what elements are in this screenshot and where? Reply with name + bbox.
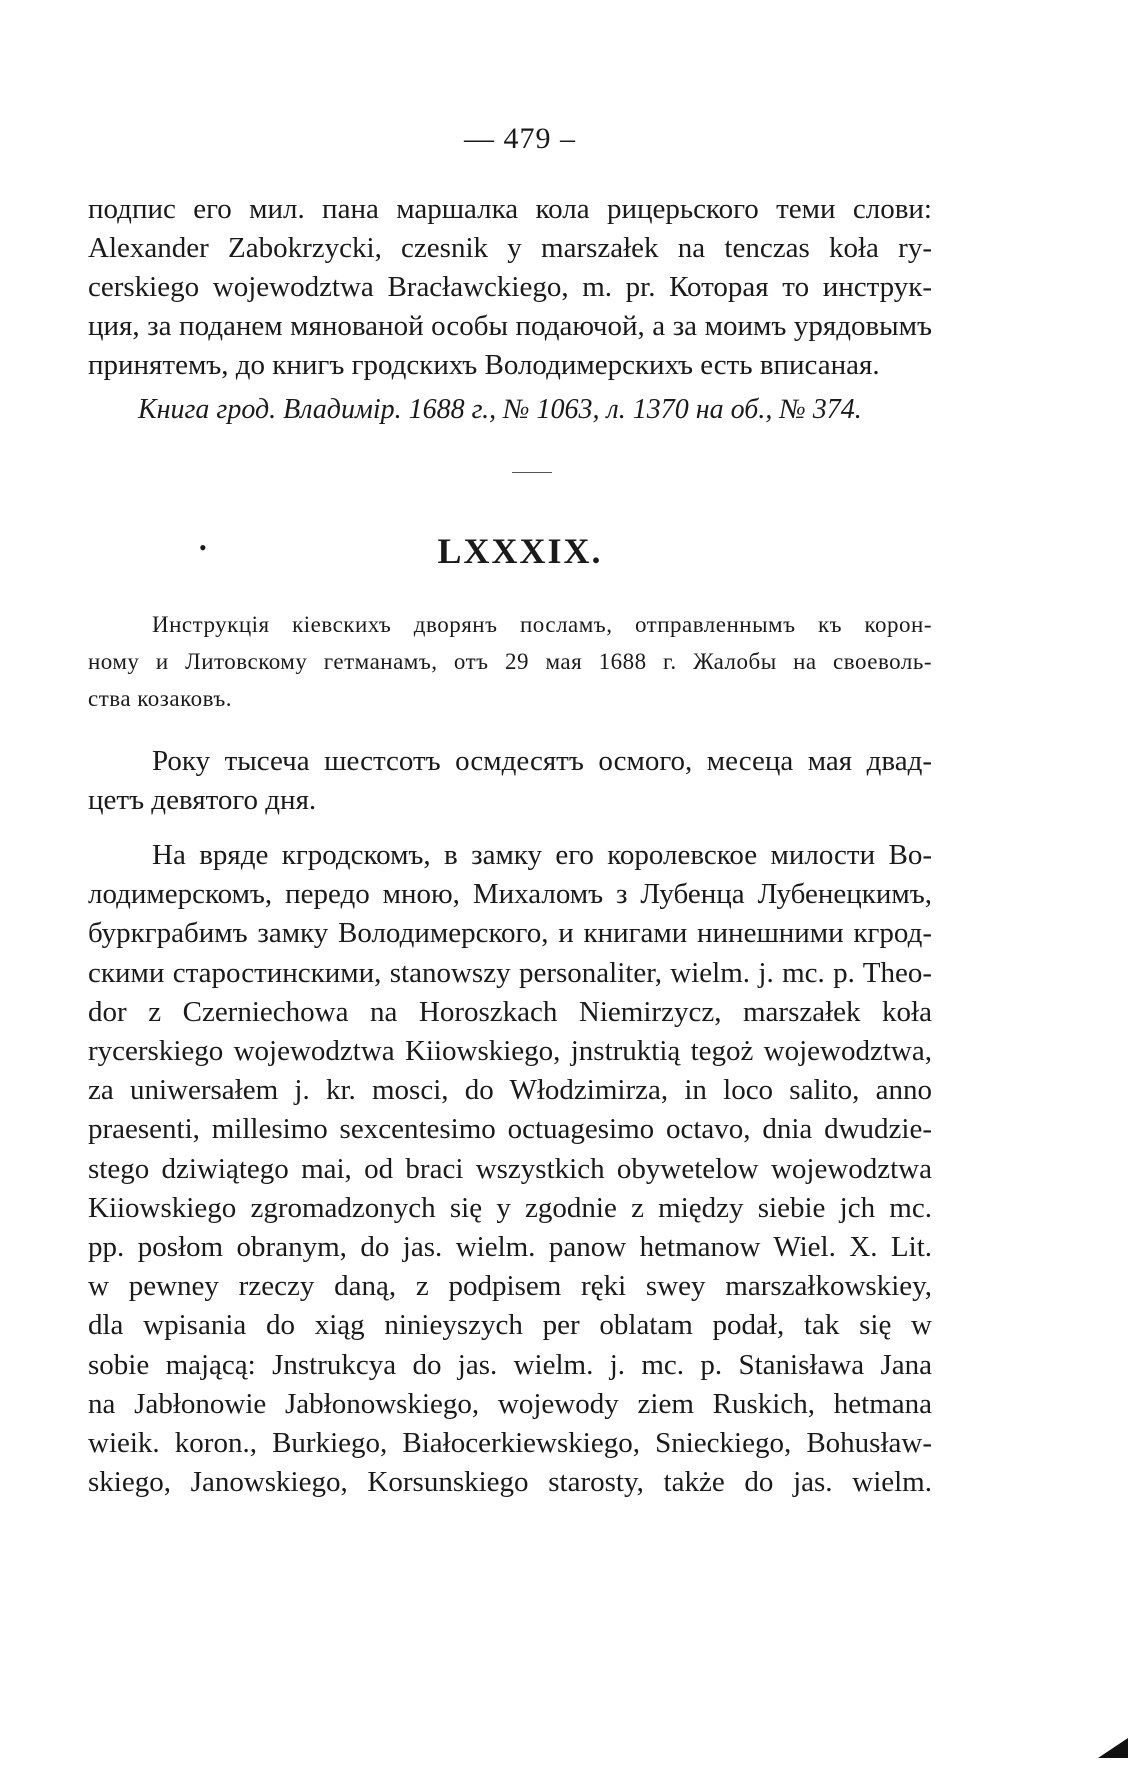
text-line: w pewney rzeczy daną, z podpisem ręki swey marszałkowskiey, <box>88 1270 932 1303</box>
text-line: цетъ девятого дня. <box>88 784 317 816</box>
corner-scan-mark <box>1098 1738 1128 1758</box>
text-line: sobie mającą: Jnstrukcya do jas. wielm. j. mc. p. Stanisława Jana <box>88 1348 932 1381</box>
text-line: dor z Czerniechowa na Horoszkach Niemirzycz, marszałek koła <box>88 995 932 1028</box>
paragraph-main <box>88 836 932 1502</box>
archival-citation: Книга грод. Владимір. 1688 г., № 1063, л. 1370 на об., № 374. <box>138 394 862 425</box>
text-line: wieik. koron., Burkiego, Białocerkiewskiego, Snieckiego, Bohusław- <box>88 1427 932 1460</box>
text-line: подпис его мил. пана маршалка кола рицерьского теми слови: <box>88 193 932 225</box>
text-line: На вряде кгродскомъ, в замку его королевское милости Во- <box>152 839 932 871</box>
page-number: — 479 – <box>464 122 576 155</box>
text-line: praesenti, millesimo sexcentesimo octuagesimo octavo, dnia dwudzie- <box>88 1113 932 1146</box>
text-line: cerskiego wojewodztwa Bracławckiego, m. pr. Которая то инструк- <box>88 271 932 303</box>
summary-line: ному и Литовскому гетманамъ, отъ 29 мая 1688 г. Жалобы на своеволь- <box>88 649 932 674</box>
summary-line: Инструкція кіевскихъ дворянъ посламъ, отправленнымъ къ корон- <box>152 612 932 637</box>
paragraph-date <box>88 742 932 820</box>
document-summary <box>88 606 932 717</box>
text-line: za uniwersałem j. kr. mosci, do Włodzimirza, in loco salito, anno <box>88 1074 932 1107</box>
section-divider <box>512 472 552 473</box>
text-line: Kiiowskiego zgromadzonych się y zgodnie z między siebie jch mc. <box>88 1191 932 1224</box>
text-line: Alexander Zabokrzycki, czesnik y marszałek na tenczas koła ry- <box>88 232 932 264</box>
text-line: dla wpisania do xiąg ninieyszych per oblatam podał, tak się w <box>88 1309 932 1342</box>
text-line: ция, за поданем мянованой особы подаючой, а за моимъ урядовымъ <box>88 310 932 342</box>
text-line: pp. posłom obranym, do jas. wielm. panow hetmanow Wiel. X. Lit. <box>88 1231 932 1264</box>
intro-text <box>88 190 932 385</box>
summary-line: ства козаковъ. <box>88 686 233 711</box>
text-line: скими старостинскими, stanowszy personaliter, wielm. j. mc. p. Theo- <box>88 956 932 989</box>
text-line: rycerskiego wojewodztwa Kiiowskiego, jnstruktią tegoż wojewodztwa, <box>88 1035 932 1068</box>
text-line: na Jabłonowie Jabłonowskiego, wojewody ziem Ruskich, hetmana <box>88 1387 932 1420</box>
bullet-mark: • <box>199 535 207 560</box>
text-line: Року тысеча шестсотъ осмдесятъ осмого, месеца мая двад- <box>152 745 932 777</box>
text-line: stego dziwiątego mai, od braci wszystkich obywetelow wojewodztwa <box>88 1152 932 1185</box>
text-line: лодимерскомъ, передо мною, Михаломъ з Лубенца Лубенецкимъ, <box>88 878 932 911</box>
text-line: буркграбимъ замку Володимерского, и книгами нинешними кгрод- <box>88 917 932 950</box>
text-line: skiego, Janowskiego, Korsunskiego starosty, także do jas. wielm. <box>88 1466 932 1499</box>
section-heading: LXXXIX. <box>437 531 603 571</box>
text-line: принятемъ, до книгъ гродскихъ Володимерскихъ есть вписаная. <box>88 349 880 381</box>
